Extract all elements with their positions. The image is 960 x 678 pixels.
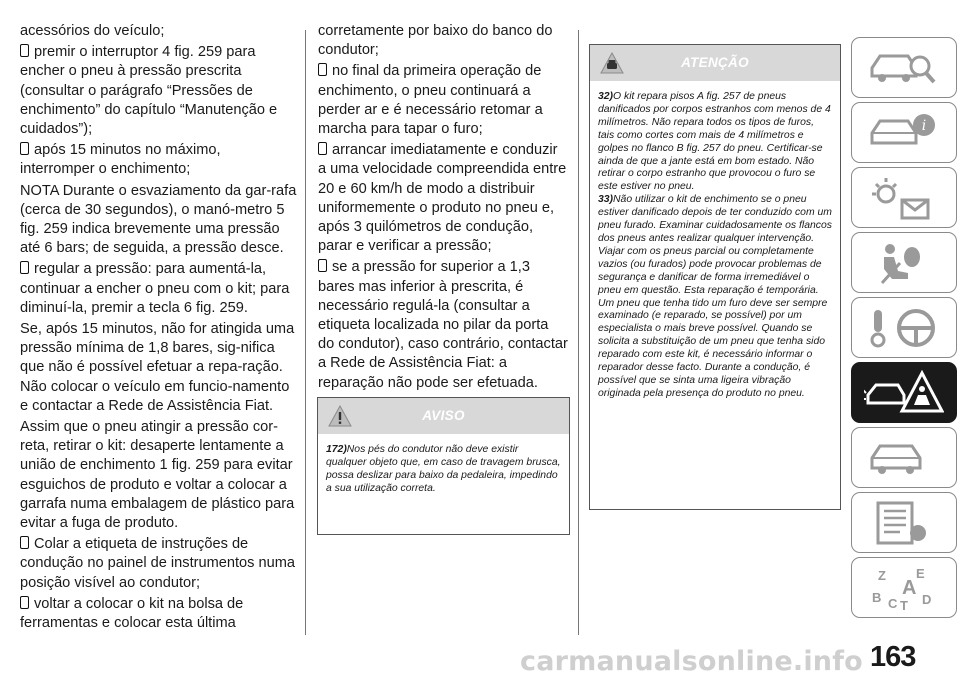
paragraph: corretamente por baixo do banco do condutor; — [318, 23, 553, 59]
bullet-paragraph: voltar a colocar o kit na bolsa de ferramentas e colocar esta última — [20, 595, 298, 633]
index-letter: C — [888, 596, 898, 611]
note-item — [598, 91, 832, 194]
note-item — [326, 444, 561, 496]
tab-alphabetical-index[interactable] — [851, 557, 957, 618]
note-number: 172) — [326, 444, 347, 455]
text-column-middle — [318, 22, 568, 395]
text-column-left — [20, 22, 298, 635]
atencao-title: ATENÇÃO — [681, 55, 749, 70]
alphabetical-index-icon — [864, 564, 944, 612]
paragraph: acessórios do veículo; — [20, 23, 165, 39]
car-info-icon — [864, 109, 944, 157]
warning-lights-icon — [864, 174, 944, 222]
atencao-header — [590, 45, 840, 81]
tab-technical-data[interactable] — [851, 492, 957, 553]
watermark: carmanualsonline.info — [520, 646, 863, 677]
note-text: Nos pés do condutor não deve existir qualquer objeto que, em caso de travagem brusca, possa deslizar para baixo da pedaleira, impedindo a sua utilização correta. — [326, 444, 561, 494]
technical-data-icon — [864, 499, 944, 547]
bullet-paragraph: se a pressão for superior a 1,3 bares mas inferior à prescrita, é necessário regulá-la (consultar a etiqueta localizada no pilar da porta do condutor), caso contrário, contactar a Rede de Assistência Fiat: a reparação não pode ser efetuada. — [318, 258, 568, 392]
note-item — [598, 194, 832, 401]
tab-car-search[interactable] — [851, 37, 957, 98]
paragraph: NOTA Durante o esvaziamento da gar-rafa (cerca de 30 segundos), o manó-metro 5 fig. 259 indica brevemente uma pressão até 6 bars; de seguida, a pressão desce. — [20, 182, 297, 257]
note-text: O kit repara pisos A fig. 257 de pneus danificados por corpos estranhos com menos de 4 milímetros. Não repara todos os tipos de furos, tais como cortes com mais de 4 milímetros e golpes no flanco B fig. 257 do pneu. Certificar-se ainda de que a jante está em bom estado. Não retirar o corpo estranho que provocou o furo se este estiver no pneu. — [598, 91, 831, 193]
index-letter: D — [922, 592, 932, 607]
column-divider — [305, 30, 306, 635]
note-text: Não utilizar o kit de enchimento se o pneu estiver danificado depois de ter conduzido com um pneu furado. Examinar cuidadosamente os flancos dos pneus antes realizar qualquer intervenção. Viajar com os pneus parcial ou completamente vazios (ou furados) pode provocar problemas de segurança e danificar de forma irremediável o pneu em questão. Esta reparação é temporária. Um pneu que tenha tido um furo deve ser sempre examinado (e reparado, se possível) por um especialista o mais breve possível. Quando se solicita a substituição de um pneu que tenha sido reparado com este kit, é necessário informar o reparador desse facto. Durante a condução, é possível que se sinta uma ligeira vibração originada pela presença do produto no pneu. — [598, 194, 832, 399]
index-letter: Z — [878, 568, 886, 583]
paragraph: Se, após 15 minutos, não for atingida uma pressão mínima de 1,8 bares, sig-nifica que não é possível efetuar a repa-ração. Não colocar o veículo em funcio-namento e contactar a Rede de Assistência Fiat. — [20, 321, 295, 414]
car-search-icon — [864, 44, 944, 92]
index-letter: E — [916, 566, 925, 581]
car-breakdown-warning-icon — [864, 369, 944, 417]
bullet-paragraph: arrancar imediatamente e conduzir a uma velocidade compreendida entre 20 e 60 km/h de modo a distribuir uniformemente o produto no pneu e, após 3 quilómetros de condução, parar e verificar a pressão; — [318, 141, 568, 256]
note-number: 33) — [598, 194, 614, 206]
tab-maintenance[interactable] — [851, 427, 957, 488]
atencao-body — [590, 81, 840, 409]
tab-airbag-seat[interactable] — [851, 232, 957, 293]
atencao-box — [589, 44, 841, 510]
paragraph: Assim que o pneu atingir a pressão cor-reta, retirar o kit: desaperte lentamente a união de enchimento 1 fig. 259 para evitar esguichos de produto e voltar a colocar a garrafa numa embalagem de plástico para evitar a fuga de produto. — [20, 419, 295, 532]
airbag-seat-icon — [864, 239, 944, 287]
index-letter: B — [872, 590, 882, 605]
column-divider-2 — [578, 30, 579, 635]
tab-car-info[interactable] — [851, 102, 957, 163]
index-letter: T — [900, 598, 908, 612]
car-maintenance-icon — [864, 434, 944, 482]
aviso-box — [317, 397, 570, 535]
note-number: 32) — [598, 91, 614, 102]
aviso-title: AVISO — [422, 408, 465, 423]
page-number: 163 — [870, 641, 916, 673]
svg-text:i: i — [921, 118, 927, 134]
steering-key-icon — [864, 304, 944, 352]
bullet-paragraph: premir o interruptor 4 fig. 259 para encher o pneu à pressão prescrita (consultar o parágrafo “Pressões de enchimento” do capítulo “Manutenção e cuidados”); — [20, 43, 298, 139]
bullet-paragraph: regular a pressão: para aumentá-la, continuar a encher o pneu com o kit; para diminuí-la, premir a tecla 6 fig. 259. — [20, 260, 298, 318]
tab-steering-key[interactable] — [851, 297, 957, 358]
aviso-header — [318, 398, 569, 434]
index-letter: A — [902, 577, 917, 599]
tab-breakdown[interactable] — [851, 362, 957, 423]
tab-warning-lights[interactable] — [851, 167, 957, 228]
bullet-paragraph: Colar a etiqueta de instruções de condução no painel de instrumentos numa posição visível ao condutor; — [20, 535, 298, 593]
aviso-body — [318, 434, 569, 504]
bullet-paragraph: após 15 minutos no máximo, interromper o enchimento; — [20, 141, 298, 179]
bullet-paragraph: no final da primeira operação de enchimento, o pneu continuará a perder ar e é necessário retomar a marcha para tapar o furo; — [318, 62, 568, 139]
